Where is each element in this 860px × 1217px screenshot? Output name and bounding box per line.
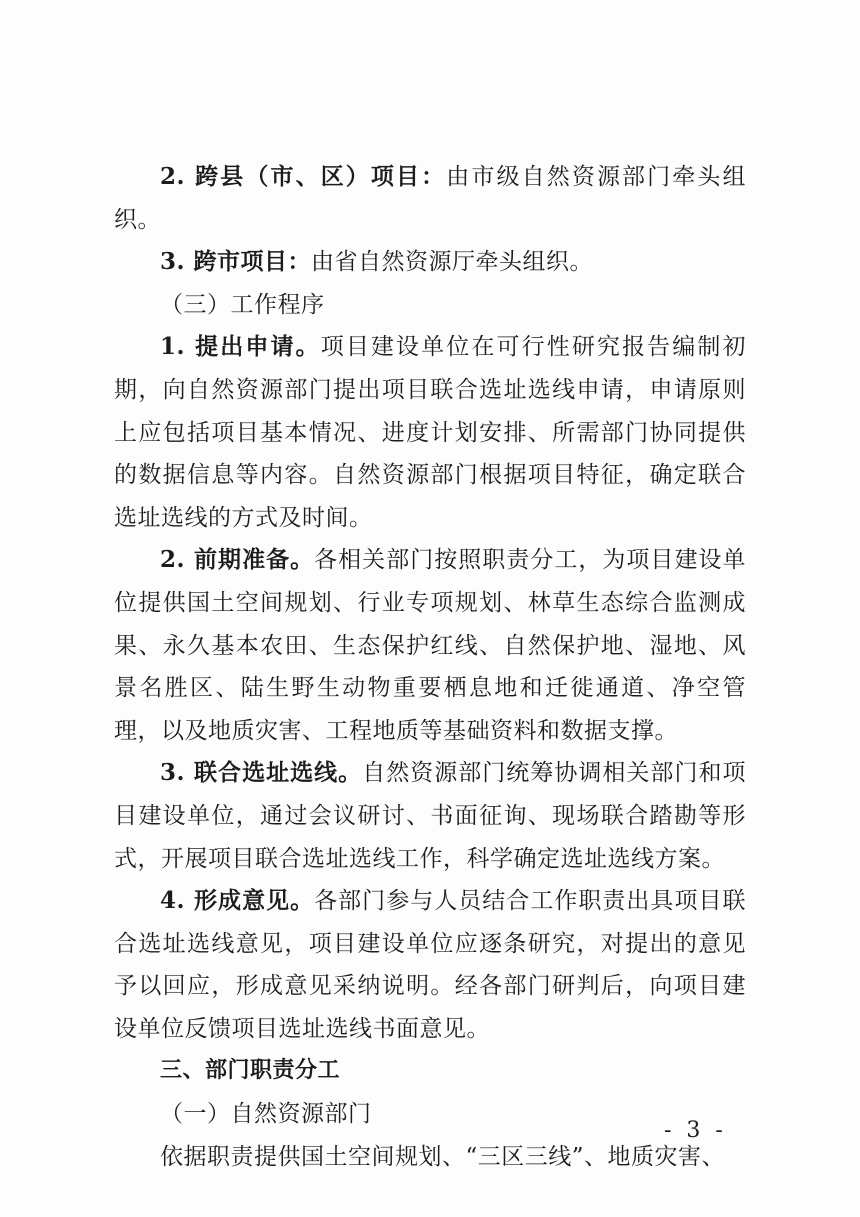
paragraph-text: 项目建设单位在可行性研究报告编制初期，向自然资源部门提出项目联合选址选线申请，申请原则上应包括项目基本情况、进度计划安排、所需部门协同提供的数据信息等内容。自然资源部门根据项目特征，确定联合选址选线的方式及时间。	[114, 334, 746, 531]
paragraph-lead: 3. 跨市项目：	[160, 248, 312, 276]
paragraph-lead: 2. 跨县（市、区）项目：	[160, 163, 447, 190]
paragraph-cross-city	[114, 241, 746, 284]
page-number: - 3 -	[664, 1118, 727, 1143]
paragraph-text: 自然资源部门统筹协调相关部门和项目建设单位，通过会议研讨、书面征询、现场联合踏勘等形式，开展项目联合选址选线工作，科学确定选址选线方案。	[114, 760, 746, 872]
paragraph-text: 由市级自然资源部门牵头组织。	[114, 164, 747, 233]
section-heading: 三、部门职责分工	[160, 1058, 341, 1084]
subsection-heading: （一）自然资源部门	[160, 1101, 372, 1128]
paragraph-joint-siting	[114, 752, 746, 880]
document-body	[114, 156, 746, 1178]
paragraph-lead: 1. 提出申请。	[160, 333, 321, 361]
paragraph-text: 由省自然资源厅牵头组织。	[311, 249, 594, 276]
paragraph-continued: 依据职责提供国土空间规划、“三区三线”、地质灾害、	[160, 1143, 726, 1170]
paragraph-preparation	[114, 539, 746, 752]
paragraph-text: 各相关部门按照职责分工，为项目建设单位提供国土空间规划、行业专项规划、林草生态综合监测成果、永久基本农田、生态保护红线、自然保护地、湿地、风景名胜区、陆生野生动物重要栖息地和迁徙通道、净空管理，以及地质灾害、工程地质等基础资料和数据支撑。	[114, 547, 746, 744]
paragraph-lead: 2. 前期准备。	[160, 546, 315, 574]
subsection-heading-procedure	[114, 284, 746, 327]
paragraph-text: （三）工作程序	[160, 291, 325, 318]
paragraph-lead: 3. 联合选址选线。	[160, 759, 363, 787]
paragraph-application	[114, 326, 746, 539]
paragraph-lead: 4. 形成意见。	[160, 887, 315, 915]
paragraph-text: 各部门参与人员结合工作职责出具项目联合选址选线意见，项目建设单位应逐条研究，对提出的意见予以回应，形成意见采纳说明。经各部门研判后，向项目建设单位反馈项目选址选线书面意见。	[114, 888, 746, 1042]
paragraph-opinions	[114, 880, 746, 1050]
paragraph-cross-county	[114, 156, 746, 241]
